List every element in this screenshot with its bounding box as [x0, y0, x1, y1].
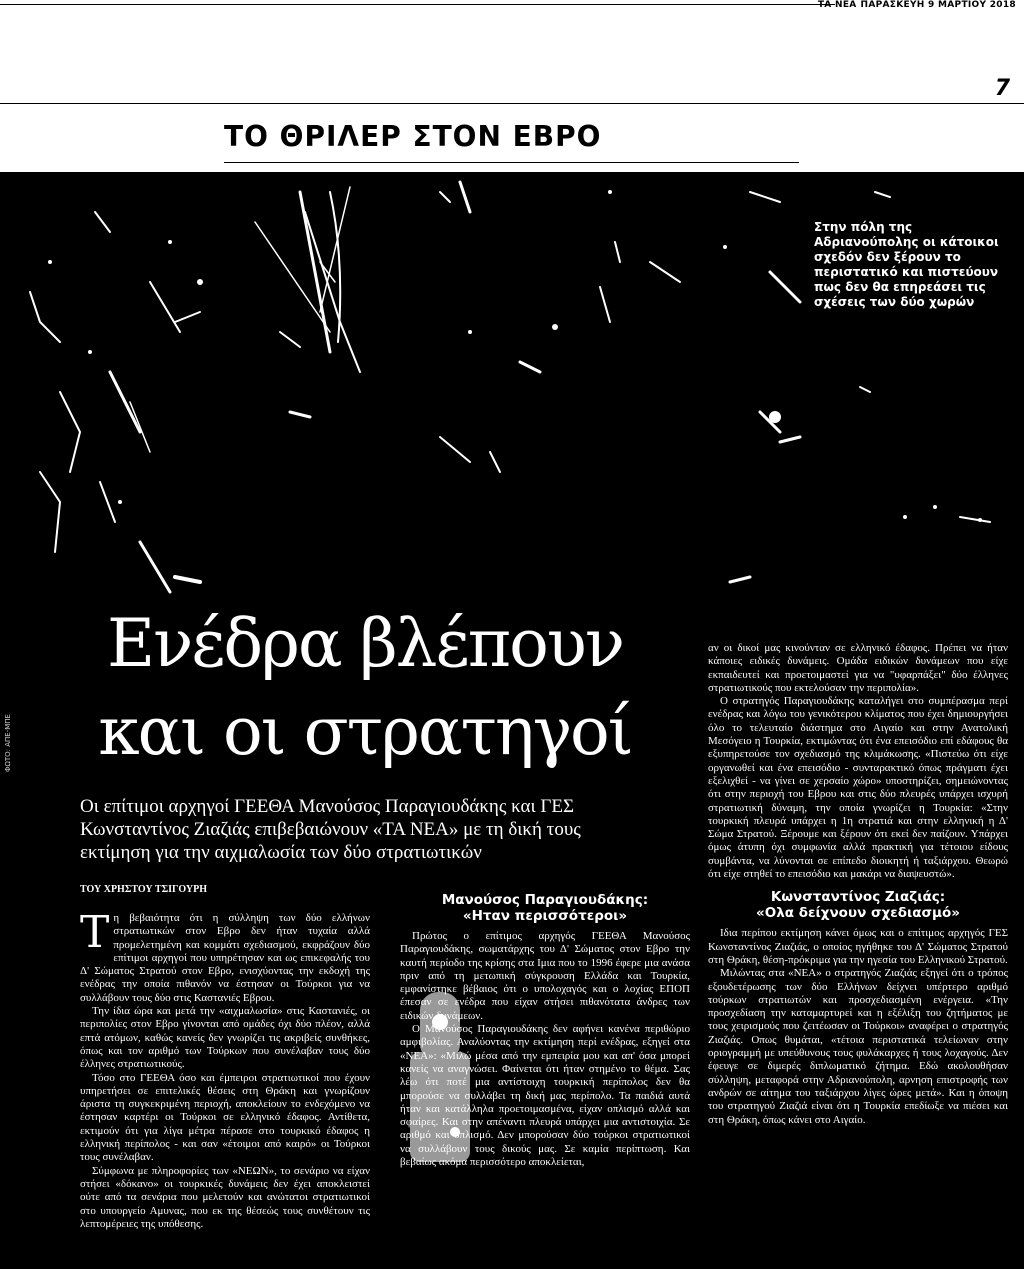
- paragraph: Σύμφωνα με πληροφορίες των «ΝΕΩΝ», το σενάριο να είχαν στήσει «δόκανο» οι τουρκικές δυνάμεις δεν έχει αποκλειστεί ούτε από τα σενάρια που μελετούν και ανώτατοι στρατιωτικοί στο υπουργείο Αμυνας, που εκ της θέσεώς τους συνθέτουν τις λεπτομέρειες της υπόθεσης.: [80, 1164, 370, 1230]
- masthead: [0, 0, 1024, 10]
- section-rule: [224, 162, 799, 163]
- headline: [85, 600, 645, 776]
- article-column-1: [80, 907, 370, 1231]
- article-column-3: [708, 642, 1008, 1127]
- drop-cap: Τ: [80, 907, 110, 958]
- paragraph: Μιλώντας στα «ΝΕΑ» ο στρατηγός Ζιαζιάς εξηγεί ότι ο τρόπος εξουδετέρωσης των δύο Ελλήνων δείχνει υπέρτερο αριθμό τούρκων στρατιωτών και προσχεδιασμένη ενέργεια. «Την προσχεδίαση την καταμαρτυρεί και η εξέλιξη του ζητήματος με τους χειρισμούς που ζειτέωσαν οι Τούρκοι» αναφέρει ο στρατηγός Ζιαζιάς. Οπως θυμάται, «τέτοια περιστατικά τελείωναν στην οριογραμμή με υπεύθυνους τους φυλάκαρχες ή τους λοχαγούς. Δεν έφευγε σε διμερές διπλωματικό ζήτημα. Εδώ ακολουθήσαν σύλληψη, μεταφορά στην Αδριανούπολη, αρνηση επιστροφής των ανδρών σε αίτημα του ταξιάρχου λίγες ώρες μετά». Και η όποψη του στρατηγού Ζιαζιά είναι ότι η Τουρκία επεδίωξε να πιέσει και στη Θράκη, όπως κάνει στο Αιγαίο.: [708, 967, 1008, 1126]
- paragraph: Ο στρατηγός Παραγιουδάκης καταλήγει στο συμπέρασμα περί ενέδρας και λόγω του γενικότερου κλίματος που έχει δημιουργήσει όλο το τελευταίο διάστημα στο Αιγαίο και στην Ανατολική Μεσόγειο η Τουρκία, εκτιμώντας ότι ένα επεισόδιο επί εδάφους θα εξυπηρετούσε τον σχεδιασμό της κλιμάκωσης. «Πιστεύω ότι είχε οργανωθεί και ένα επεισόδιο - συνταρακτικό όπως πράγματι έχει εξελιχθεί - να γίνει σε χερσαίο χώρο» υποστηρίζει, σημειώνοντας ότι στην περιοχή του Εβρου και στις δύο πλευρές υπάρχει ισχυρή στρατιωτική δύναμη, την οποία γνωρίζει η Τουρκία: «Στην τουρκική πλευρά υπάρχει η 1η στρατιά και στην ελληνική η Δ' Σώμα Στρατού. Ξέρουμε και ξέρουν ότι εκεί δεν παίζουν. Υπάρχει όμως άτυπη όχι συμφωνία αλλά πρακτική για τέτοιου είδους συμβάντα, να λύνονται σε επίπεδο διοικητή ή ταξιάρχου. Θεωρώ ότι είχε στηθεί το επεισόδιο και μακάρι να διαψευστώ».: [708, 695, 1008, 881]
- paragraph: Την ίδια ώρα και μετά την «αιχμαλωσία» στις Καστανιές, οι περιπολίες στον Εβρο γίνονται από ομάδες όχι δύο πλέον, αλλά επτά ατόμων, καθώς κανείς δεν γνωρίζει τις ακριβείς συνθήκες, όπως και τον αριθμό των Τούρκων που συνέλαβαν τους δύο έλληνες στρατιωτικούς.: [80, 1005, 370, 1071]
- heading-quote: «Ηταν περισσότεροι»: [462, 908, 628, 924]
- paragraph: Τόσο στο ΓΕΕΘΑ όσο και έμπειροι στρατιωτικοί που έχουν υπηρετήσει σε επιτελικές θέσεις στη Θράκη και γνωρίζουν άριστα τη συγκεκριμένη περιοχή, αποκλείουν το ενδεχόμενο να έστησαν καρτέρι οι Τούρκοι σε ελληνικό έδαφος. Αντίθετα, εκτιμούν ότι για λίγα μέτρα πέρασε στο τουρκικό έδαφος η ελληνική περίπολος - και σαν «έτοιμοι από καιρό» οι Τούρκοι τους συνέλαβαν.: [80, 1071, 370, 1164]
- headline-line-2: και οι στρατηγοί: [98, 693, 632, 770]
- heading-quote: «Ολα δείχνουν σχεδιασμό»: [756, 905, 960, 922]
- article-column-2: [400, 892, 690, 1169]
- headline-line-1: Ενέδρα βλέπουν: [106, 605, 624, 682]
- heading-name: Μανούσος Παραγιουδάκης:: [441, 892, 649, 908]
- masthead-rule: [0, 4, 835, 5]
- paragraph: Ιδια περίπου εκτίμηση κάνει όμως και ο επίτιμος αρχηγός ΓΕΣ Κωνσταντίνος Ζιαζιάς, ο οποίος ηγήθηκε του Δ' Σώματος Στρατού στη Θράκη, θέση-πρόκριμα για την ηγεσία του Ελληνικού Στρατού.: [708, 927, 1008, 966]
- newspaper-name: ΤΑ ΝΕΑ: [817, 0, 857, 10]
- heading-name: Κωνσταντίνος Ζιαζιάς:: [770, 889, 946, 906]
- paragraph: Πρώτος ο επίτιμος αρχηγός ΓΕΕΘΑ Μανούσος Παραγιουδάκης, σωματάρχης του Δ' Σώματος στον Εβρο την καυτή περίοδο της κρίσης στα Ιμια που το 1996 έφερε μια ανάσα πριν από τη μετωπική σύγκρουση Ελλάδα και Τουρκία, εμφανίστηκε βέβαιος ότι ο υπολοχαγός και ο λοχίας ΕΠΟΠ έπεσαν σε ενέδρα που είχαν στήσει πιθανότατα άνδρες των ειδικών δυνάμεων.: [400, 930, 690, 1022]
- section-title: ΤΟ ΘΡΙΛΕΡ ΣΤΟΝ ΕΒΡΟ: [224, 120, 602, 153]
- byline: ΤΟΥ ΧΡΗΣΤΟΥ ΤΣΙΓΟΥΡΗ: [80, 884, 208, 895]
- interview-heading-paragiudakis: [400, 892, 690, 924]
- paragraph: Ο Μανούσος Παραγιουδάκης δεν αφήνει κανένα περιθώριο αμφιβολίας. Αναλύοντας την εκτίμηση περί ενέδρας, εξηγεί στα «ΝΕΑ»: «Μιλώ μέσα από την εμπειρία μου και απ' όσα μπορεί κανείς να αναγνώσει. Φαίνεται ότι ήταν στημένο το θέμα. Σας λέω ότι ποτέ μια αντίστοιχη τουρκική περίπολος δεν θα μπορούσε να συλλάβει τη δική μας περίπολο. Τα παιδιά αυτά ήταν και κατάλληλα προετοιμασμένα, είχαν οπλισμό αλλά και σφαίρες. Και στην απέναντι πλευρά υπάρχει μια αντιστοιχία. Σε αριθμό και οπλισμό. Δεν μπορούσαν δύο τούρκοι στρατιωτικοί να συλλάβουν τους δικούς μας. Σε καμία περίπτωση. Και βεβαίως ακόμα περισσότερο αποκλείεται,: [400, 1023, 690, 1169]
- subheadline: Οι επίτιμοι αρχηγοί ΓΕΕΘΑ Μανούσος Παραγιουδάκης και ΓΕΣ Κωνσταντίνος Ζιαζιάς επιβεβαιώνουν «ΤΑ ΝΕΑ» με τη δική τους εκτίμηση για την αιχμαλωσία των δύο στρατιωτικών: [80, 796, 581, 863]
- paragraph: η βεβαιότητα ότι η σύλληψη των δύο ελλήνων στρατιωτικών στον Εβρο δεν ήταν τυχαία αλλά προμελετημένη και κομμάτι σχεδιασμού, εκφράζουν δύο επίτιμοι αρχηγοί που υπηρέτησαν και ως επικεφαλής του Δ' Σώματος Στρατού στον Εβρο, ενισχύοντας την εκδοχή της ενέδρας την οποία πιθανόν να έστησαν οι Τούρκοι για να συλλάβουν τους δύο στις Καστανιές Εβρου.: [80, 912, 370, 1004]
- photo-credit: ΦΩΤΟ: ΑΠΕ-ΜΠΕ: [4, 714, 12, 772]
- page-number: 7: [994, 76, 1010, 101]
- issue-date: ΠΑΡΑΣΚΕΥΗ 9 ΜΑΡΤΙΟΥ 2018: [860, 0, 1016, 10]
- interview-heading-ziazias: [708, 889, 1008, 921]
- masthead-publication: [818, 0, 1016, 10]
- header-rule: [0, 103, 1024, 104]
- photo-caption: Στην πόλη της Αδριανούπολης οι κάτοικοι σχεδόν δεν ξέρουν το περιστατικό και πιστεύουν πως δεν θα επηρεάσει τις σχέσεις των δύο χωρών: [814, 220, 999, 309]
- paragraph: αν οι δικοί μας κινούνταν σε ελληνικό έδαφος. Πρέπει να ήταν κάποιες ειδικές δυνάμεις. Ομάδα ειδικών δυνάμεων που είχε εκπαιδευτεί και προετοιμαστεί για να "υφαρπάξει" δύο έλληνες στρατιωτικούς που εκτελούσαν την περιπολία».: [708, 642, 1008, 694]
